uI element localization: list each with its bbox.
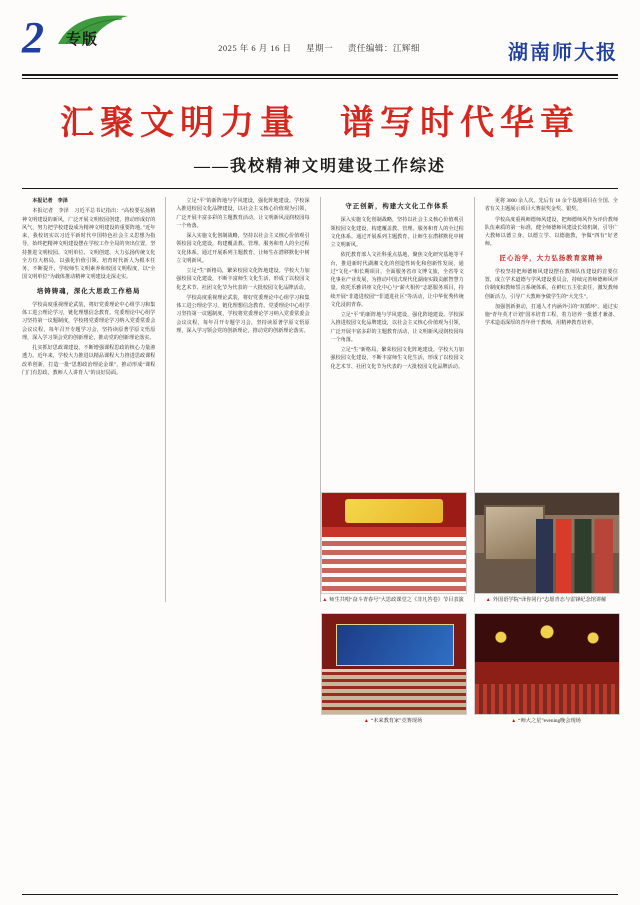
column-divider [165, 197, 166, 602]
article-column-1 [22, 197, 155, 602]
paragraph: 立足“平”的新阵地与学风建设，强化阵地建设。学校深入推进校园文化品牌建设，以社会主义核心价值观为引领，广泛开展丰富多彩的主题教育活动，让文明新风浸润校园每一个角落。 [176, 198, 310, 229]
photo-caption [474, 597, 618, 604]
paragraph: 立足“生”新格局，繁荣校园文化阵地建设。学校大力加强校园文化建设，不断丰富师生文化生活，形成了以校园文化艺术节、社团文化节为代表的一大批校园文化品牌活动。 [176, 268, 310, 291]
caption-text: 师生共唱“奋斗青春号”大思政课堂之《非凡答卷》节目表演 [329, 597, 464, 603]
paragraph: 加强创新驱动，打通人才内涵外引的“双循环”。通过实施“青年英才计划”国本培育工程，着力培养一批德才兼备、学术造诣深厚的青年骨干教师，用精神教育培养。 [484, 303, 619, 327]
headline-block [22, 95, 618, 176]
paragraph: 学校高度重视理论武装，将好党委理论中心组学习和集体工进公理论学习，链化理想信念教育。党委理论中心组学习坚持第一议题制度，学校将党委理论学习纳入党委常委会会议议程，每年召开专题学习会，坚持读原著学原文悟原理，深入学习领会党的创新理论，推动党的创新理论落实。 [22, 301, 156, 341]
audience-seats [322, 672, 466, 714]
paragraph: 依托教育部人文社科重点基地，聚焦文化研究基地等平台，推进新时代湖湘文化的创造性转化和创新性发展，通过“文化+”和长期项目，全面服务省市文博文旅，全省等文化事业产业发展，为推动中国式现代化湖南实践贡献智慧力量。依托乐雅讲座文化中心与“薪火相传”志愿服务项目，持续开展“非遗进校园”“非遗进社区”等活动，让中华优秀传统文化浸润青春。 [330, 252, 464, 308]
photo-item [474, 613, 618, 725]
article-byline: 本报记者 李泽 [32, 198, 68, 204]
photo-2 [474, 492, 620, 594]
paragraph: 立足“平”的新阵地与学风建设，强化阵地建设。学校深入推进校园文化品牌建设，以社会主义核心价值观为引领，广泛开展丰富多彩的主题教育活动，让文明新风浸润校园每一个角落。 [330, 312, 464, 343]
masthead [22, 13, 618, 70]
headline-rule [22, 188, 618, 189]
audience-rows [322, 537, 466, 593]
triangle-icon: ▲ [485, 597, 491, 603]
caption-text: 外国语学院“译你同行”志愿青态与雷锋纪念馆讲解 [492, 597, 607, 603]
caption-text: “未来教育家”竞赛现场 [370, 717, 423, 724]
triangle-icon: ▲ [511, 717, 517, 724]
photo-caption [474, 718, 618, 725]
section-title-1: 培铸铸魂，深化大思政工作格局 [36, 287, 141, 295]
stage-banner [345, 499, 443, 523]
paragraph: 学校坚持把师德师风建设摆在教师队伍建设的首要位置，成立学术道德与学风建设委员会，持续完善师德师风评价制度和教师誓言系统体系，在鲜红五主张责任，激发教师创新活力，引导广大教师争做学生的“大先生”。 [484, 268, 619, 300]
photo-item [321, 613, 465, 725]
page-label: 专版 [66, 32, 99, 48]
paragraph: 更将 3000 余人次，先后有 10 余个基地项目在全国、全省有关主题展示项目大赛获奖金奖、银奖。 [484, 198, 619, 213]
photo-caption [321, 718, 465, 725]
paragraph: 学校高度重视师德师风建设，把师德师风作为评价教师队伍素质的第一标准，健全师德师风建设长效机制，引导广大教师以德立身、以德立学、以德施教，争做“四有”好老师。 [484, 216, 619, 248]
issue-weekday: 星期一 [306, 43, 334, 53]
page-flag [22, 13, 142, 66]
paragraph: 本报记者 李泽 习近平总书记指出：“高校要弘扬精神文明建设的新风，广泛开展文明校园创建，推动形成好的风气，努力把学校建设成为精神文明建设的重要阵地。”近年来，我校切实以习近平新时代中国特色社会主义思想为指导，始终把精神文明建设摆在学校工作全局的突出位置，坚持推进文明校园、文明单位、文明创建、大力弘扬传统文化全方位大格局，以强化价值引领、培育时代新人为根本任务，不断提升、学校师生文明素养和校园文明程度，以“全国文明单位”为载体推动精神文明建设走深走实。 [22, 208, 156, 281]
footer-rule [22, 894, 618, 895]
issue-meta [218, 42, 432, 54]
visitor-figures [536, 519, 614, 593]
photo-caption [321, 597, 465, 604]
masthead-rule-thick [22, 74, 618, 76]
paragraph: 深入实施文化创制战略，坚持以社会主义核心价值观引领校园文化建设，构建覆盖教、管理、服务和育人的全过程文化体系。通过开展系列主题教育，让师生在潜移默化中树立文明新风。 [176, 233, 310, 264]
issue-date: 2025 年 6 月 16 日 [218, 43, 292, 53]
photo-1 [321, 492, 467, 594]
triangle-icon: ▲ [363, 717, 369, 724]
performers-row [475, 684, 619, 714]
photo-item [474, 492, 618, 604]
article-column-2 [176, 197, 309, 602]
section-title-3: 匠心治学，大力弘扬教育家精神 [499, 254, 604, 262]
issue-editor: 责任编辑：江辉细 [347, 43, 420, 53]
section-title-2: 守正创新，构建大文化工作体系 [345, 203, 449, 210]
photo-3 [321, 613, 467, 715]
stage-screen [336, 624, 453, 666]
headline-sub: ——我校精神文明建设工作综述 [193, 158, 446, 175]
masthead-rule-thin [22, 78, 618, 79]
photo-4 [474, 613, 620, 715]
paragraph: 学校高度重视理论武装，将好党委理论中心组学习和集体工进公理论学习，链化理想信念教育。党委理论中心组学习坚持第一议题制度，学校将党委理论学习纳入党委常委会会议议程，每年召开专题学习会，坚持读原著学原文悟原理，深入学习领会党的创新理论，推动党的创新理论落实。 [176, 294, 310, 334]
paragraph: 深入实施文化创制战略，坚持以社会主义核心价值观引领校园文化建设，构建覆盖教、管理、服务和育人的全过程文化体系。通过开展系列主题教育，让师生在潜移默化中树立文明新风。 [330, 217, 464, 249]
triangle-icon: ▲ [322, 597, 328, 603]
caption-text: “师大之星”evening晚会现场 [518, 717, 581, 724]
photo-item [321, 492, 465, 604]
paragraph: 扎实抓好思政课建设，不断增强课程思政的核心力量渗透力。近年来，学校大力推进以精品课程大力推进思政课程改革创新，打造一批“思想政治理论金课”，推动形成“课程门门有思政、教师人人讲育人”的良好局面。 [22, 345, 156, 376]
paper-title: 湖南师大报 [507, 42, 618, 64]
headline-main: 汇聚文明力量 谱写时代华章 [60, 105, 580, 142]
stage-stars [475, 622, 619, 660]
paragraph: 立足“生”新格局，繁荣校园文化阵地建设。学校大力加强校园文化建设，不断丰富师生文化生活，形成了以校园文化艺术节、社团文化节为代表的一大批校园文化品牌活动。 [330, 347, 464, 370]
photo-gallery [321, 492, 618, 864]
page-number: 2 [22, 13, 44, 62]
